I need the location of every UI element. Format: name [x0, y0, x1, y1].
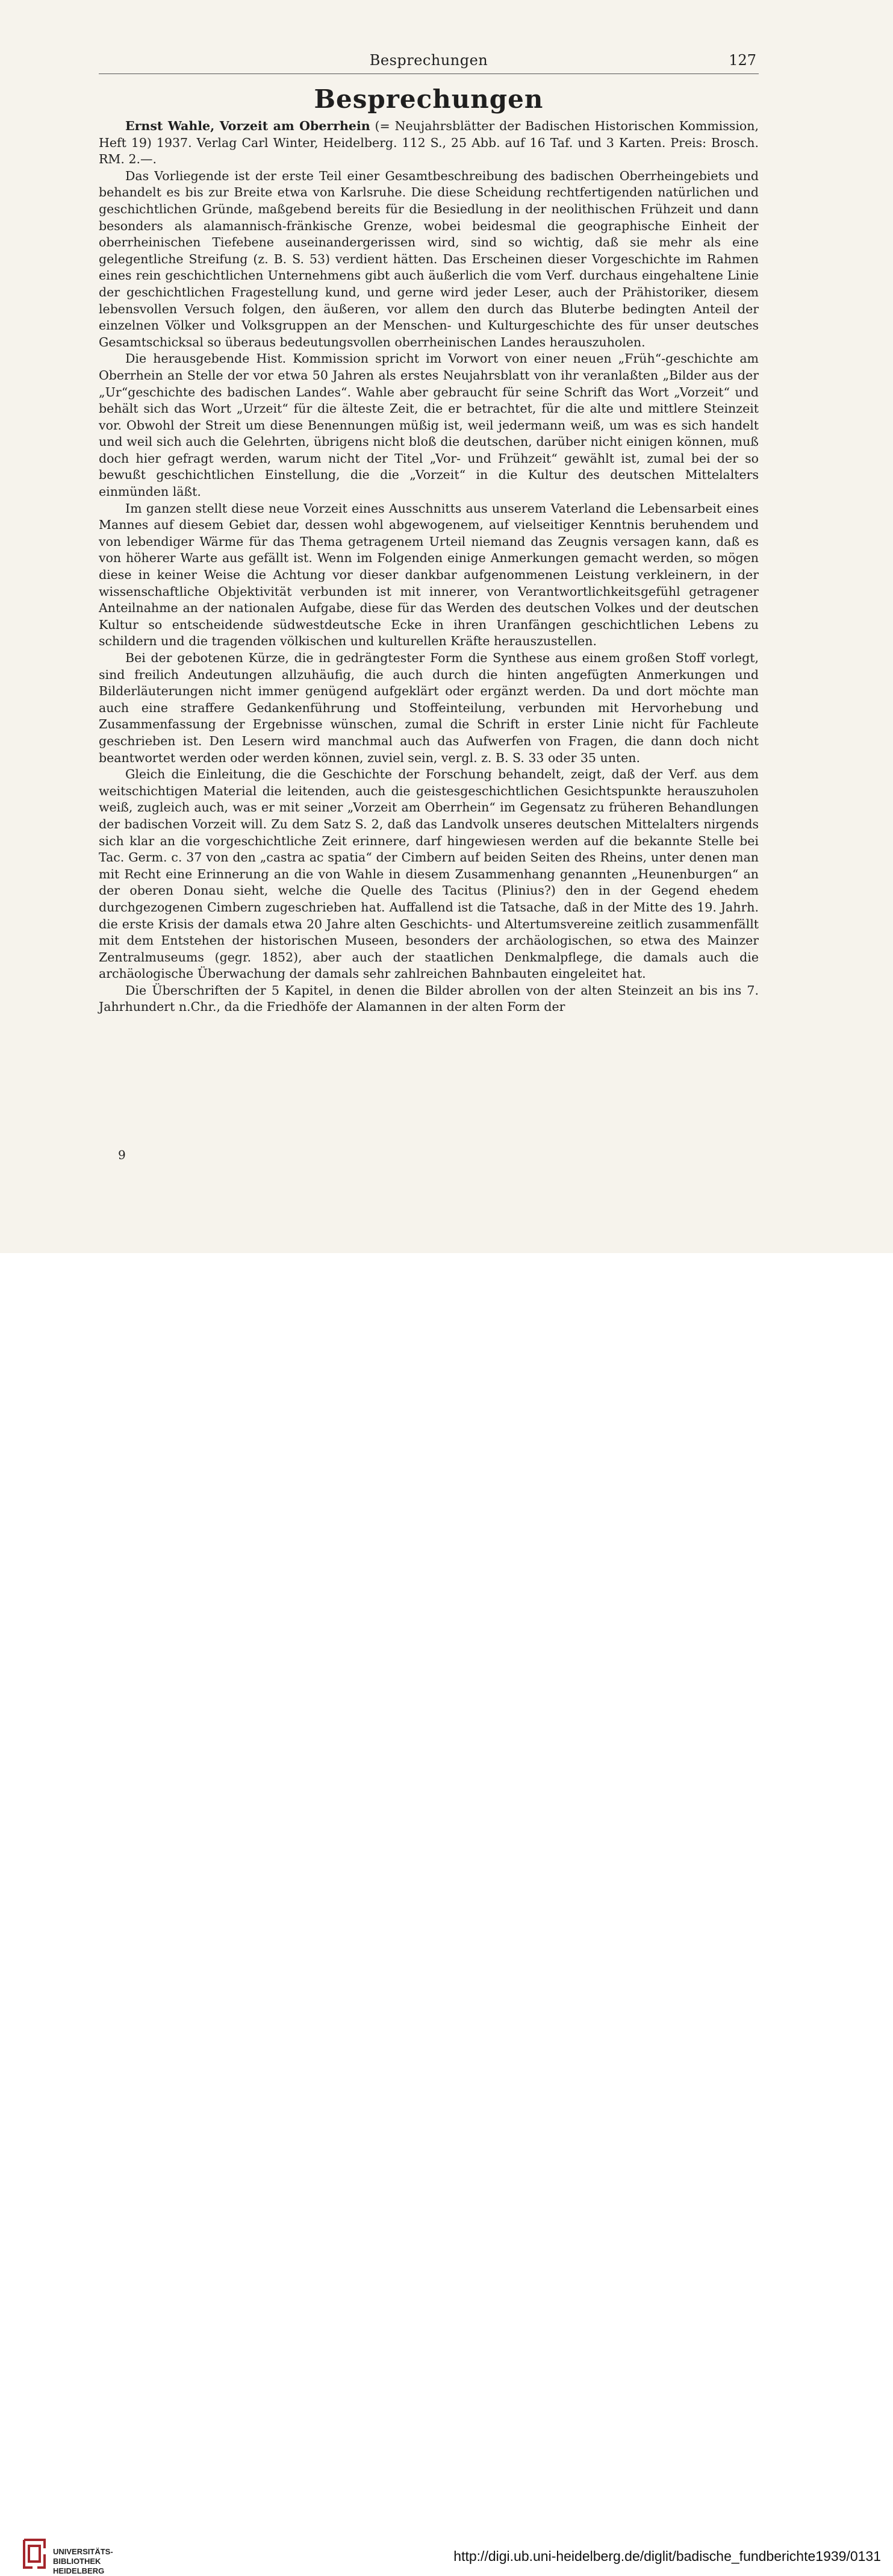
- library-name: [53, 2547, 113, 2576]
- page-number: 127: [729, 52, 756, 69]
- library-name-line: HEIDELBERG: [53, 2566, 105, 2575]
- paragraph: Das Vorliegende ist der erste Teil einer Gesamtbeschreibung des badischen Oberrheingebiets und behandelt es bis zur Breite etwa von Karlsruhe. Die diese Scheidung rechtfertigenden natürlichen und geschichtlichen Gründe, maßgebend bereits für die Besiedlung in der neolithischen Frühzeit und dann besonders als alamannisch-fränkische Grenze, wobei beidesmal die geographische Einheit der oberrheinischen Tiefebene auseinandergerissen wird, sind so wichtig, daß sie mehr als eine gelegentliche Streifung (z. B. S. 53) verdient hätten. Das Erscheinen dieser Vorgeschichte im Rahmen eines rein geschichtlichen Unternehmens gibt auch äußerlich die vom Verf. durchaus eingehaltene Linie der geschichtlichen Fragestellung kund, und gerne wird jeder Leser, auch der Prähistoriker, diesem lebensvollen Versuch folgen, den äußeren, vor allem den durch das Bluterbe bedingten Anteil der einzelnen Völker und Volksgruppen an der Menschen- und Kulturgeschichte des für unser deutsches Gesamtschicksal so überaus bedeutungsvollen oberrheinischen Landes herauszuholen.: [99, 168, 759, 349]
- library-name-line: BIBLIOTHEK: [53, 2557, 101, 2566]
- paragraph: Bei der gebotenen Kürze, die in gedrängtester Form die Synthese aus einem großen Stoff vorlegt, sind freilich Andeutungen allzuhäufig, die auch durch die hinten angefügten Anmerkungen und Bilderläuterungen nicht immer genügend aufgeklärt oder ergänzt werden. Da und dort möchte man auch eine straffere Gedankenführung und Stoffeinteilung, verbunden mit Hervorhebung und Zusammenfassung der Ergebnisse wünschen, zumal die Schrift in erster Linie nicht für Fachleute geschrieben ist. Den Lesern wird manchmal auch das Aufwerfen von Fragen, die dann doch nicht beantwortet werden oder werden können, zuviel sein, vergl. z. B. S. 33 oder 35 unten.: [99, 651, 759, 765]
- signature-mark: 9: [118, 1148, 126, 1162]
- viewer-footer: [0, 1253, 893, 2575]
- paragraph: Gleich die Einleitung, die die Geschichte der Forschung behandelt, zeigt, daß der Verf. aus dem weitschichtigen Material die leitenden, auch die geistesgeschichtlichen Gesichtspunkte herauszuholen weiß, zugleich auch, was er mit seiner „Vorzeit am Oberrhein“ im Gegensatz zu früheren Behandlungen der badischen Vorzeit will. Zu dem Satz S. 2, daß das Landvolk unseres deutschen Mittelalters nirgends sich klar an die vorgeschichtliche Zeit erinnere, darf hingewiesen werden auf die bekannte Stelle bei Tac. Germ. c. 37 von den „castra ac spatia“ der Cimbern auf beiden Seiten des Rheins, unter denen man mit Recht eine Erinnerung an die von Wahle in diesem Zusammenhang genannten „Heunenburgen“ an der oberen Donau sieht, welche die Quelle des Tacitus (Plinius?) den in der Gegend ehedem durchgezogenen Cimbern zugeschrieben hat. Auffallend ist die Tatsache, daß in der Mitte des 19. Jahrh. die erste Krisis der damals etwa 20 Jahre alten Geschichts- und Altertumsvereine zeitlich zusammenfällt mit dem Entstehen der historischen Museen, besonders der archäologischen, so etwa des Mainzer Zentralmuseums (gegr. 1852), aber auch der staatlichen Denkmalpflege, die damals auch die archäologische Überwachung der damals sehr zahlreichen Bahnbauten eingeleitet hat.: [99, 767, 759, 981]
- review-body: [99, 118, 759, 1016]
- review-author-title: Ernst Wahle, Vorzeit am Oberrhein: [125, 119, 370, 133]
- review-citation-details: (= Neujahrsblätter der Badischen Historischen Kommission, Heft 19) 1937. Verlag Carl Winter, Heidelberg. 112 S., 25 Abb. auf 16 Taf. und 3 Karten. Preis: Brosch. RM. 2.—.: [99, 119, 759, 167]
- running-title: Besprechungen: [369, 52, 488, 69]
- scanned-page: [0, 0, 893, 1253]
- paragraph: Die herausgebende Hist. Kommission spricht im Vorwort von einer neuen „Früh“-geschichte am Oberrhein an Stelle der vor etwa 50 Jahren als erstes Neujahrsblatt von ihr veranlaßten „Bilder aus der „Ur“geschichte des badischen Landes“. Wahle aber gebraucht für seine Schrift das Wort „Vorzeit“ und behält sich das Wort „Urzeit“ für die älteste Zeit, die er betrachtet, für die alte und mittlere Steinzeit vor. Obwohl der Streit um diese Benennungen müßig ist, weil jedermann weiß, um was es sich handelt und weil sich auch die Gelehrten, übrigens nicht bloß die deutschen, darüber nicht einigen können, muß doch hier gefragt werden, warum nicht der Titel „Vor- und Frühzeit“ gewählt ist, zumal bei der so bewußt geschichtlichen Einstellung, die die „Vorzeit“ in die Kultur des deutschen Mittelalters einmünden läßt.: [99, 351, 759, 499]
- running-head: [99, 49, 759, 74]
- permalink-url[interactable]: http://digi.ub.uni-heidelberg.de/diglit/badische_fundberichte1939/0131: [453, 2548, 881, 2564]
- library-name-line: UNIVERSITÄTS-: [53, 2547, 113, 2556]
- library-logo-icon: [20, 2535, 48, 2572]
- section-title: Besprechungen: [314, 84, 544, 114]
- review-citation: [99, 118, 759, 168]
- paragraph: Im ganzen stellt diese neue Vorzeit eines Ausschnitts aus unserem Vaterland die Lebensarbeit eines Mannes auf diesem Gebiet dar, dessen wohl abgewogenem, auf vielseitiger Kenntnis beruhendem und von lebendiger Wärme für das Thema getragenem Urteil niemand das Zeugnis versagen kann, daß es von höherer Warte aus gefällt ist. Wenn im Folgenden einige Anmerkungen gemacht werden, so mögen diese in keiner Weise die Achtung vor dieser dankbar aufgenommenen Leistung verkleinern, in der wissenschaftliche Objektivität verbunden ist mit innerer, von Verantwortlichkeitsgefühl getragener Anteilnahme an der nationalen Aufgabe, diese für das Werden des deutschen Volkes und der deutschen Kultur so entscheidende südwestdeutsche Ecke in ihren Uranfängen geschichtlichen Lebens zu schildern und die tragenden völkischen und kulturellen Kräfte herauszustellen.: [99, 501, 759, 649]
- paragraph: Die Überschriften der 5 Kapitel, in denen die Bilder abrollen von der alten Steinzeit an bis ins 7. Jahrhundert n.Chr., da die Friedhöfe der Alamannen in der alten Form der: [99, 983, 759, 1014]
